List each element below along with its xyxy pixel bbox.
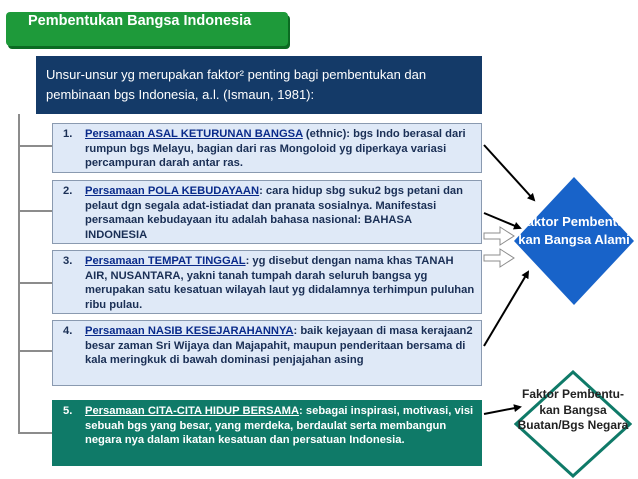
item-highlight: Persamaan CITA-CITA HIDUP BERSAMA — [85, 405, 300, 417]
block-arrow-item3 — [484, 249, 514, 267]
page-title: Pembentukan Bangsa Indonesia — [6, 12, 288, 46]
item-highlight: Persamaan TEMPAT TINGGAL — [85, 255, 246, 267]
intro-box: Unsur-unsur yg merupakan faktor² penting bagi pembentukan dan pembinaan bgs Indonesia, a.l. (Ismaun, 1981): — [36, 56, 482, 114]
item-number: 2. — [63, 185, 73, 197]
block-arrow-item2 — [484, 227, 514, 245]
item-highlight: Persamaan ASAL KETURUNAN BANGSA — [85, 128, 303, 140]
factor-natural-label: Faktor Pembentu-kan Bangsa Alami — [518, 214, 630, 247]
item-highlight: Persamaan POLA KEBUDAYAAN — [85, 185, 260, 197]
item-text: : cara hidup sbg suku2 bgs petani dan pelaut dgn segala adat-istiadat dan pranata sosialnya. Manifestasi persamaan kebudayaan itu adalah bahasa nasional: BAHASA INDONESIA — [85, 185, 463, 241]
item-text: : yg disebut dengan nama khas TANAH AIR, NUSANTARA, yakni tanah tumpah darah seluruh bangsa yg merupakan satu kesatuan wilayah laut yg didalamnya terhimpun puluhan ribu pulau. — [85, 255, 475, 311]
item-highlight: Persamaan NASIB KESEJARAHANNYA — [85, 325, 294, 337]
item-text: : sebagai inspirasi, motivasi, visi sebuah bgs yang besar, yang merdeka, berdaulat serta membangun negara nya dalam ikatan kesatuan dan persatuan Indonesia. — [85, 405, 474, 447]
item-number: 5. — [63, 405, 73, 417]
factor-artificial-label: Faktor Pembentu-kan Bangsa Buatan/Bgs Negara — [517, 387, 629, 432]
factor-artificial-diamond — [514, 370, 632, 478]
item-text: (ethnic): bgs Indo berasal dari rumpun bgs Melayu, bagian dari ras Mongoloid yg diperkaya variasi percampuran darah antar ras. — [85, 128, 466, 170]
item-number: 3. — [63, 255, 73, 267]
item-text: : baik kejayaan di masa kerajaan2 besar zaman Sri Wijaya dan Majapahit, maupun penderitaan bersama di kala meringkuk di bawah dominasi penjajahan asing — [85, 325, 473, 367]
item-number: 4. — [63, 325, 73, 337]
factor-natural-diamond — [512, 175, 636, 307]
item-number: 1. — [63, 128, 73, 140]
